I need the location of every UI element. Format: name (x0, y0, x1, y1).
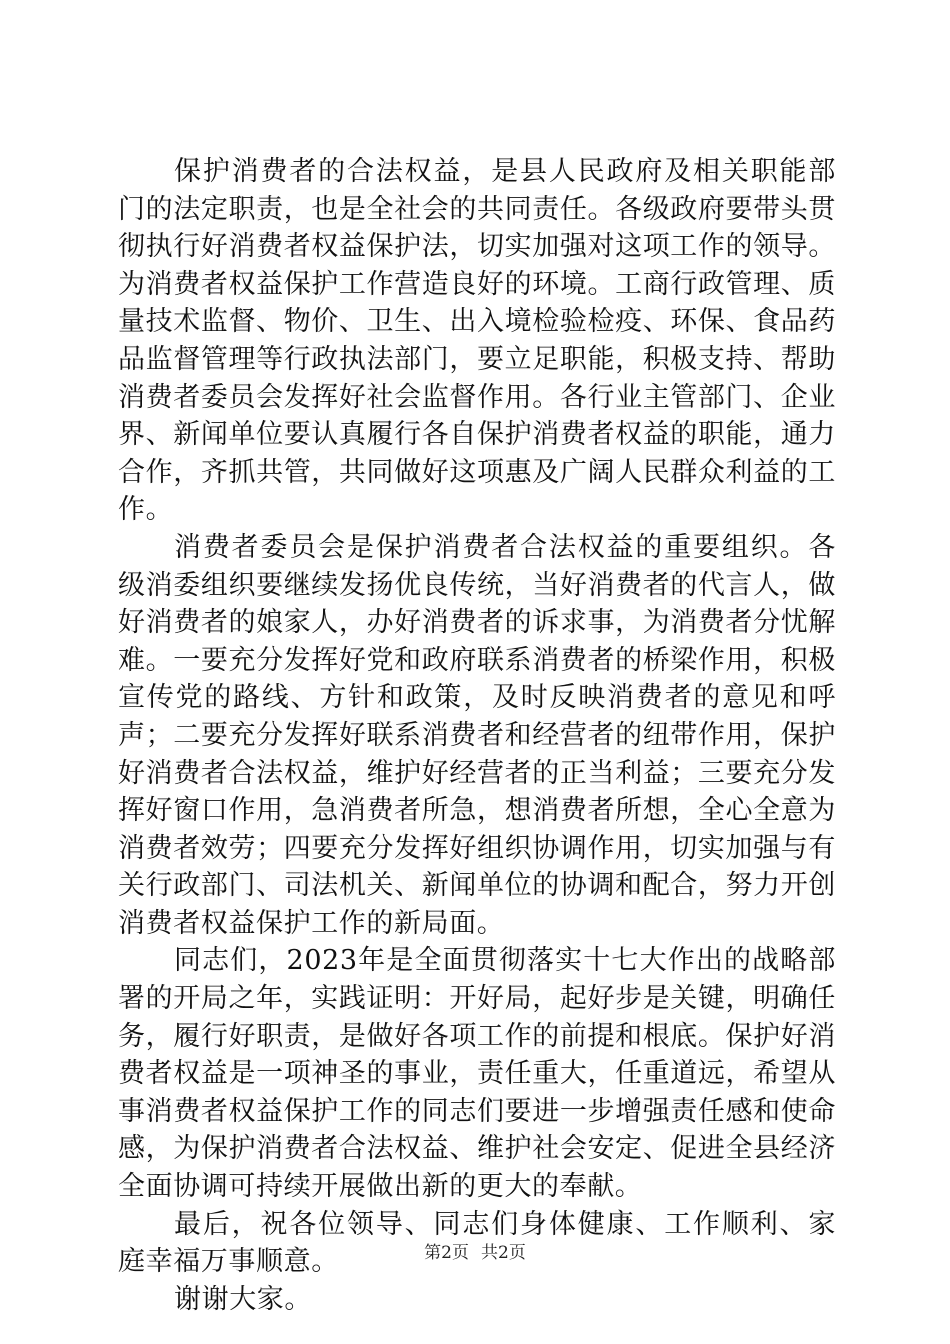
paragraph-consumer-rights-duty: 保护消费者的合法权益，是县人民政府及相关职能部门的法定职责，也是全社会的共同责任。各级政府要带头贯彻执行好消费者权益保护法，切实加强对这项工作的领导。为消费者权益保护工作营造良好的环境。工商行政管理、质量技术监督、物价、卫生、出入境检验检疫、环保、食品药品监督管理等行政执法部门，要立足职能，积极支持、帮助消费者委员会发挥好社会监督作用。各行业主管部门、企业界、新闻单位要认真履行各自保护消费者权益的职能，通力合作，齐抓共管，共同做好这项惠及广阔人民群众利益的工作。 (118, 156, 836, 526)
paragraph-consumer-committee: 消费者委员会是保护消费者合法权益的重要组织。各级消委组织要继续发扬优良传统，当好消费者的代言人，做好消费者的娘家人，办好消费者的诉求事，为消费者分忧解难。一要充分发挥好党和政府联系消费者的桥梁作用，积极宣传党的路线、方针和政策，及时反映消费者的意见和呼声；二要充分发挥好联系消费者和经营者的纽带作用，保护好消费者合法权益，维护好经营者的正当利益；三要充分发挥好窗口作用，急消费者所急，想消费者所想，全心全意为消费者效劳；四要充分发挥好组织协调作用，切实加强与有关行政部门、司法机关、新闻单位的协调和配合，努力开创消费者权益保护工作的新局面。 (118, 531, 836, 939)
page-total: 共2页 (481, 1243, 526, 1263)
page-number: 第2页 (424, 1243, 469, 1263)
paragraph-thanks: 谢谢大家。 (174, 1283, 312, 1315)
paragraph-closing-wishes: 最后，祝各位领导、同志们身体健康、工作顺利、家庭幸福万事顺意。 (118, 1208, 836, 1278)
page-footer (0, 1242, 950, 1264)
document-body (118, 153, 836, 1318)
paragraph-comrades-2023: 同志们，2023年是全面贯彻落实十七大作出的战略部署的开局之年，实践证明：开好局，起好步是关键，明确任务，履行好职责，是做好各项工作的前提和根底。保护好消费者权益是一项神圣的事业，责任重大，任重道远，希望从事消费者权益保护工作的同志们要进一步增强责任感和使命感，为保护消费者合法权益、维护社会安定、促进全县经济全面协调可持续开展做出新的更大的奉献。 (118, 945, 836, 1203)
